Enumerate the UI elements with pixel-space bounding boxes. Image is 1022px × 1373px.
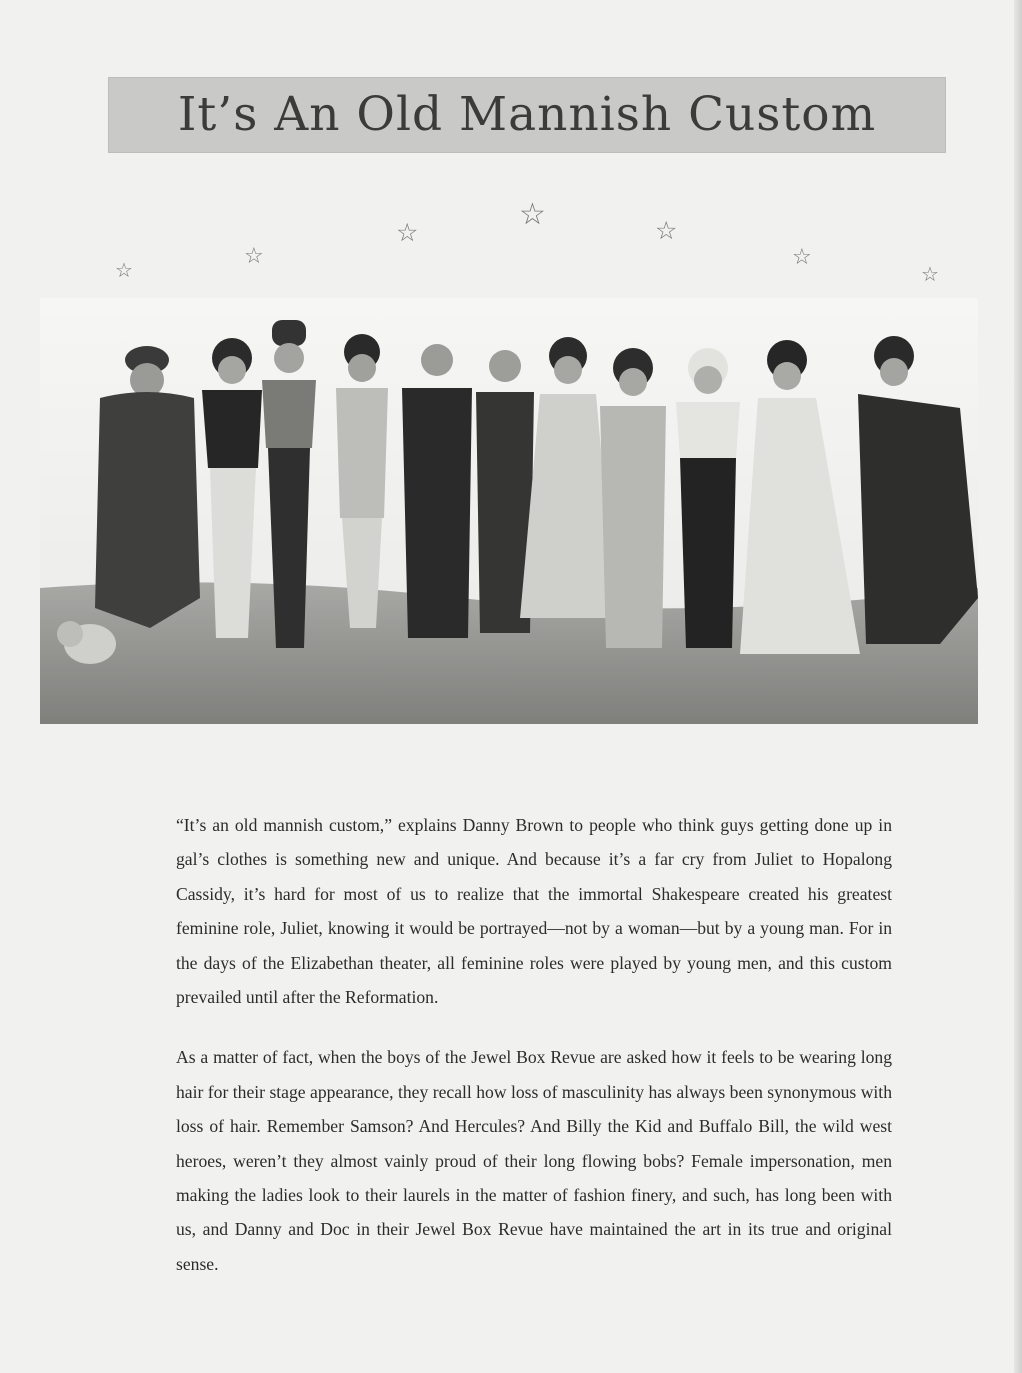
star-outline-icon: ☆ bbox=[519, 197, 546, 232]
stars-decoration bbox=[0, 180, 1022, 300]
star-outline-icon: ☆ bbox=[115, 258, 133, 282]
group-photo bbox=[40, 298, 978, 724]
paragraph-1: “It’s an old mannish custom,” explains Danny Brown to people who think guys getting done up in gal’s clothes is something new and unique. And because it’s a far cry from Juliet to Hopalong Cassidy, it’s hard for most of us to realize that the immortal Shakespeare created his greatest feminine role, Juliet, knowing it would be portrayed—not by a woman—but by a young man. For in the days of the Elizabethan theater, all feminine roles were played by young men, and this custom prevailed until after the Reformation. bbox=[176, 815, 892, 1008]
star-outline-icon: ☆ bbox=[244, 244, 264, 269]
paragraph-2: As a matter of fact, when the boys of the Jewel Box Revue are asked how it feels to be wearing long hair for their stage appearance, they recall how loss of masculinity has always been synonymous with loss of hair. Remember Samson? And Hercules? And Billy the Kid and Buffalo Bill, the wild west heroes, weren’t they almost vainly proud of their long flowing bobs? Female impersonation, men making the ladies look to their laurels in the matter of fashion finery, and such, has long been with us, and Danny and Doc in their Jewel Box Revue have maintained the art in its true and original sense. bbox=[176, 1047, 892, 1274]
title-banner bbox=[108, 77, 946, 153]
star-outline-icon: ☆ bbox=[921, 262, 939, 286]
star-outline-icon: ☆ bbox=[396, 218, 419, 247]
article-body bbox=[176, 808, 892, 1281]
page-title: It’s An Old Mannish Custom bbox=[177, 87, 877, 142]
group-photo-illustration bbox=[40, 298, 978, 724]
figure-5 bbox=[402, 344, 472, 638]
star-outline-icon: ☆ bbox=[655, 216, 678, 245]
star-outline-icon: ☆ bbox=[792, 245, 812, 270]
